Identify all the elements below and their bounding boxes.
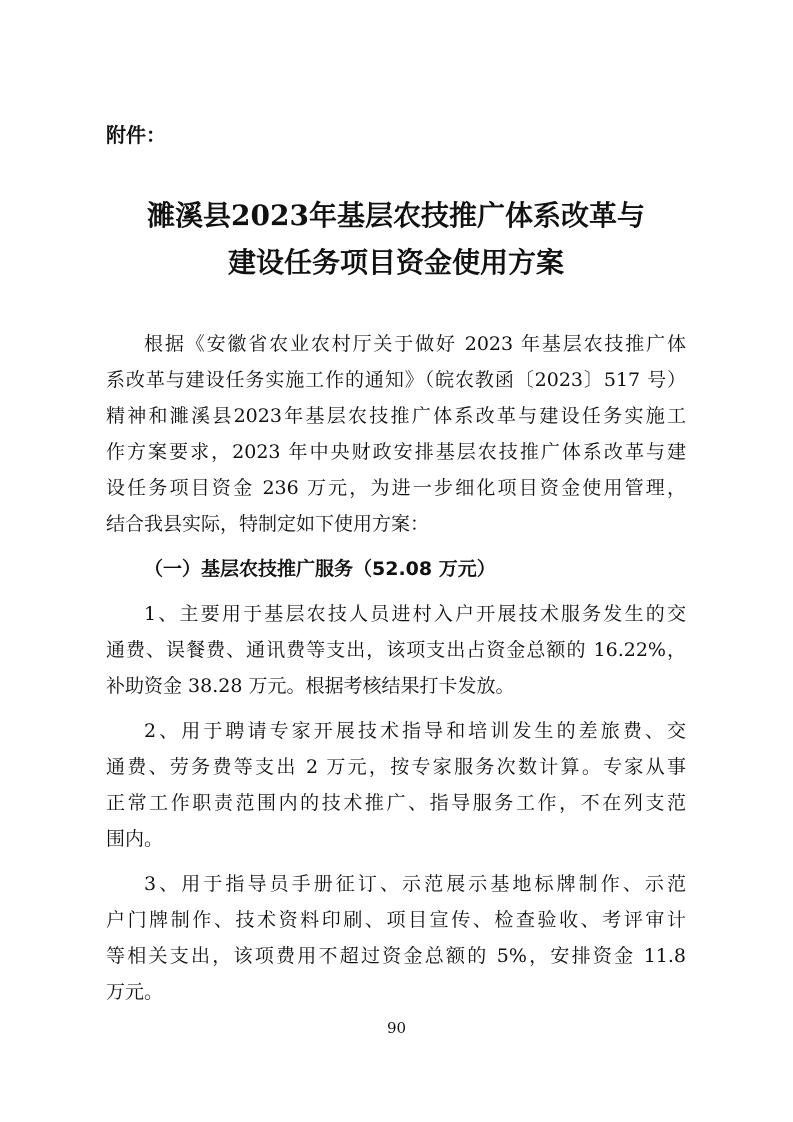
section-heading: （一）基层农技推广服务（52.08 万元） (144, 558, 496, 580)
text-line: 等相关支出，该项费用不超过资金总额的 5%，安排资金 11.8 (106, 945, 686, 967)
text-line: 通费、误餐费、通讯费等支出，该项支出占资金总额的 16.22%， (106, 639, 686, 661)
document-title-line-1: 濉溪县2023年基层农技推广体系改革与 (147, 199, 645, 232)
text-line: 系改革与建设任务实施工作的通知》（皖农教函〔2023〕517 号） (106, 369, 686, 391)
document-title-line-2: 建设任务项目资金使用方案 (227, 246, 564, 279)
attachment-label: 附件： (106, 123, 166, 147)
text-line: 户门牌制作、技术资料印刷、项目宣传、检查验收、考评审计 (106, 909, 686, 931)
text-line: 补助资金 38.28 万元。根据考核结果打卡发放。 (106, 675, 515, 697)
text-line: 结合我县实际，特制定如下使用方案： (106, 513, 430, 535)
text-line: 3、用于指导员手册征订、示范展示基地标牌制作、示范 (144, 873, 686, 895)
text-line: 精神和濉溪县2023年基层农技推广体系改革与建设任务实施工 (106, 405, 686, 427)
text-line: 1、主要用于基层农技人员进村入户开展技术服务发生的交 (144, 603, 686, 625)
text-line: 作方案要求，2023 年中央财政安排基层农技推广体系改革与建 (106, 441, 686, 463)
text-line: 设任务项目资金 236 万元，为进一步细化项目资金使用管理， (106, 477, 686, 499)
text-line: 2、用于聘请专家开展技术指导和培训发生的差旅费、交 (144, 720, 686, 742)
text-line: 正常工作职责范围内的技术推广、指导服务工作，不在列支范 (106, 792, 686, 814)
text-line: 根据《安徽省农业农村厅关于做好 2023 年基层农技推广体 (144, 333, 686, 355)
text-line: 通费、劳务费等支出 2 万元，按专家服务次数计算。专家从事 (106, 756, 686, 778)
text-line: 围内。 (106, 828, 164, 850)
text-line: 万元。 (106, 981, 164, 1003)
page-number: 90 (386, 1019, 407, 1037)
